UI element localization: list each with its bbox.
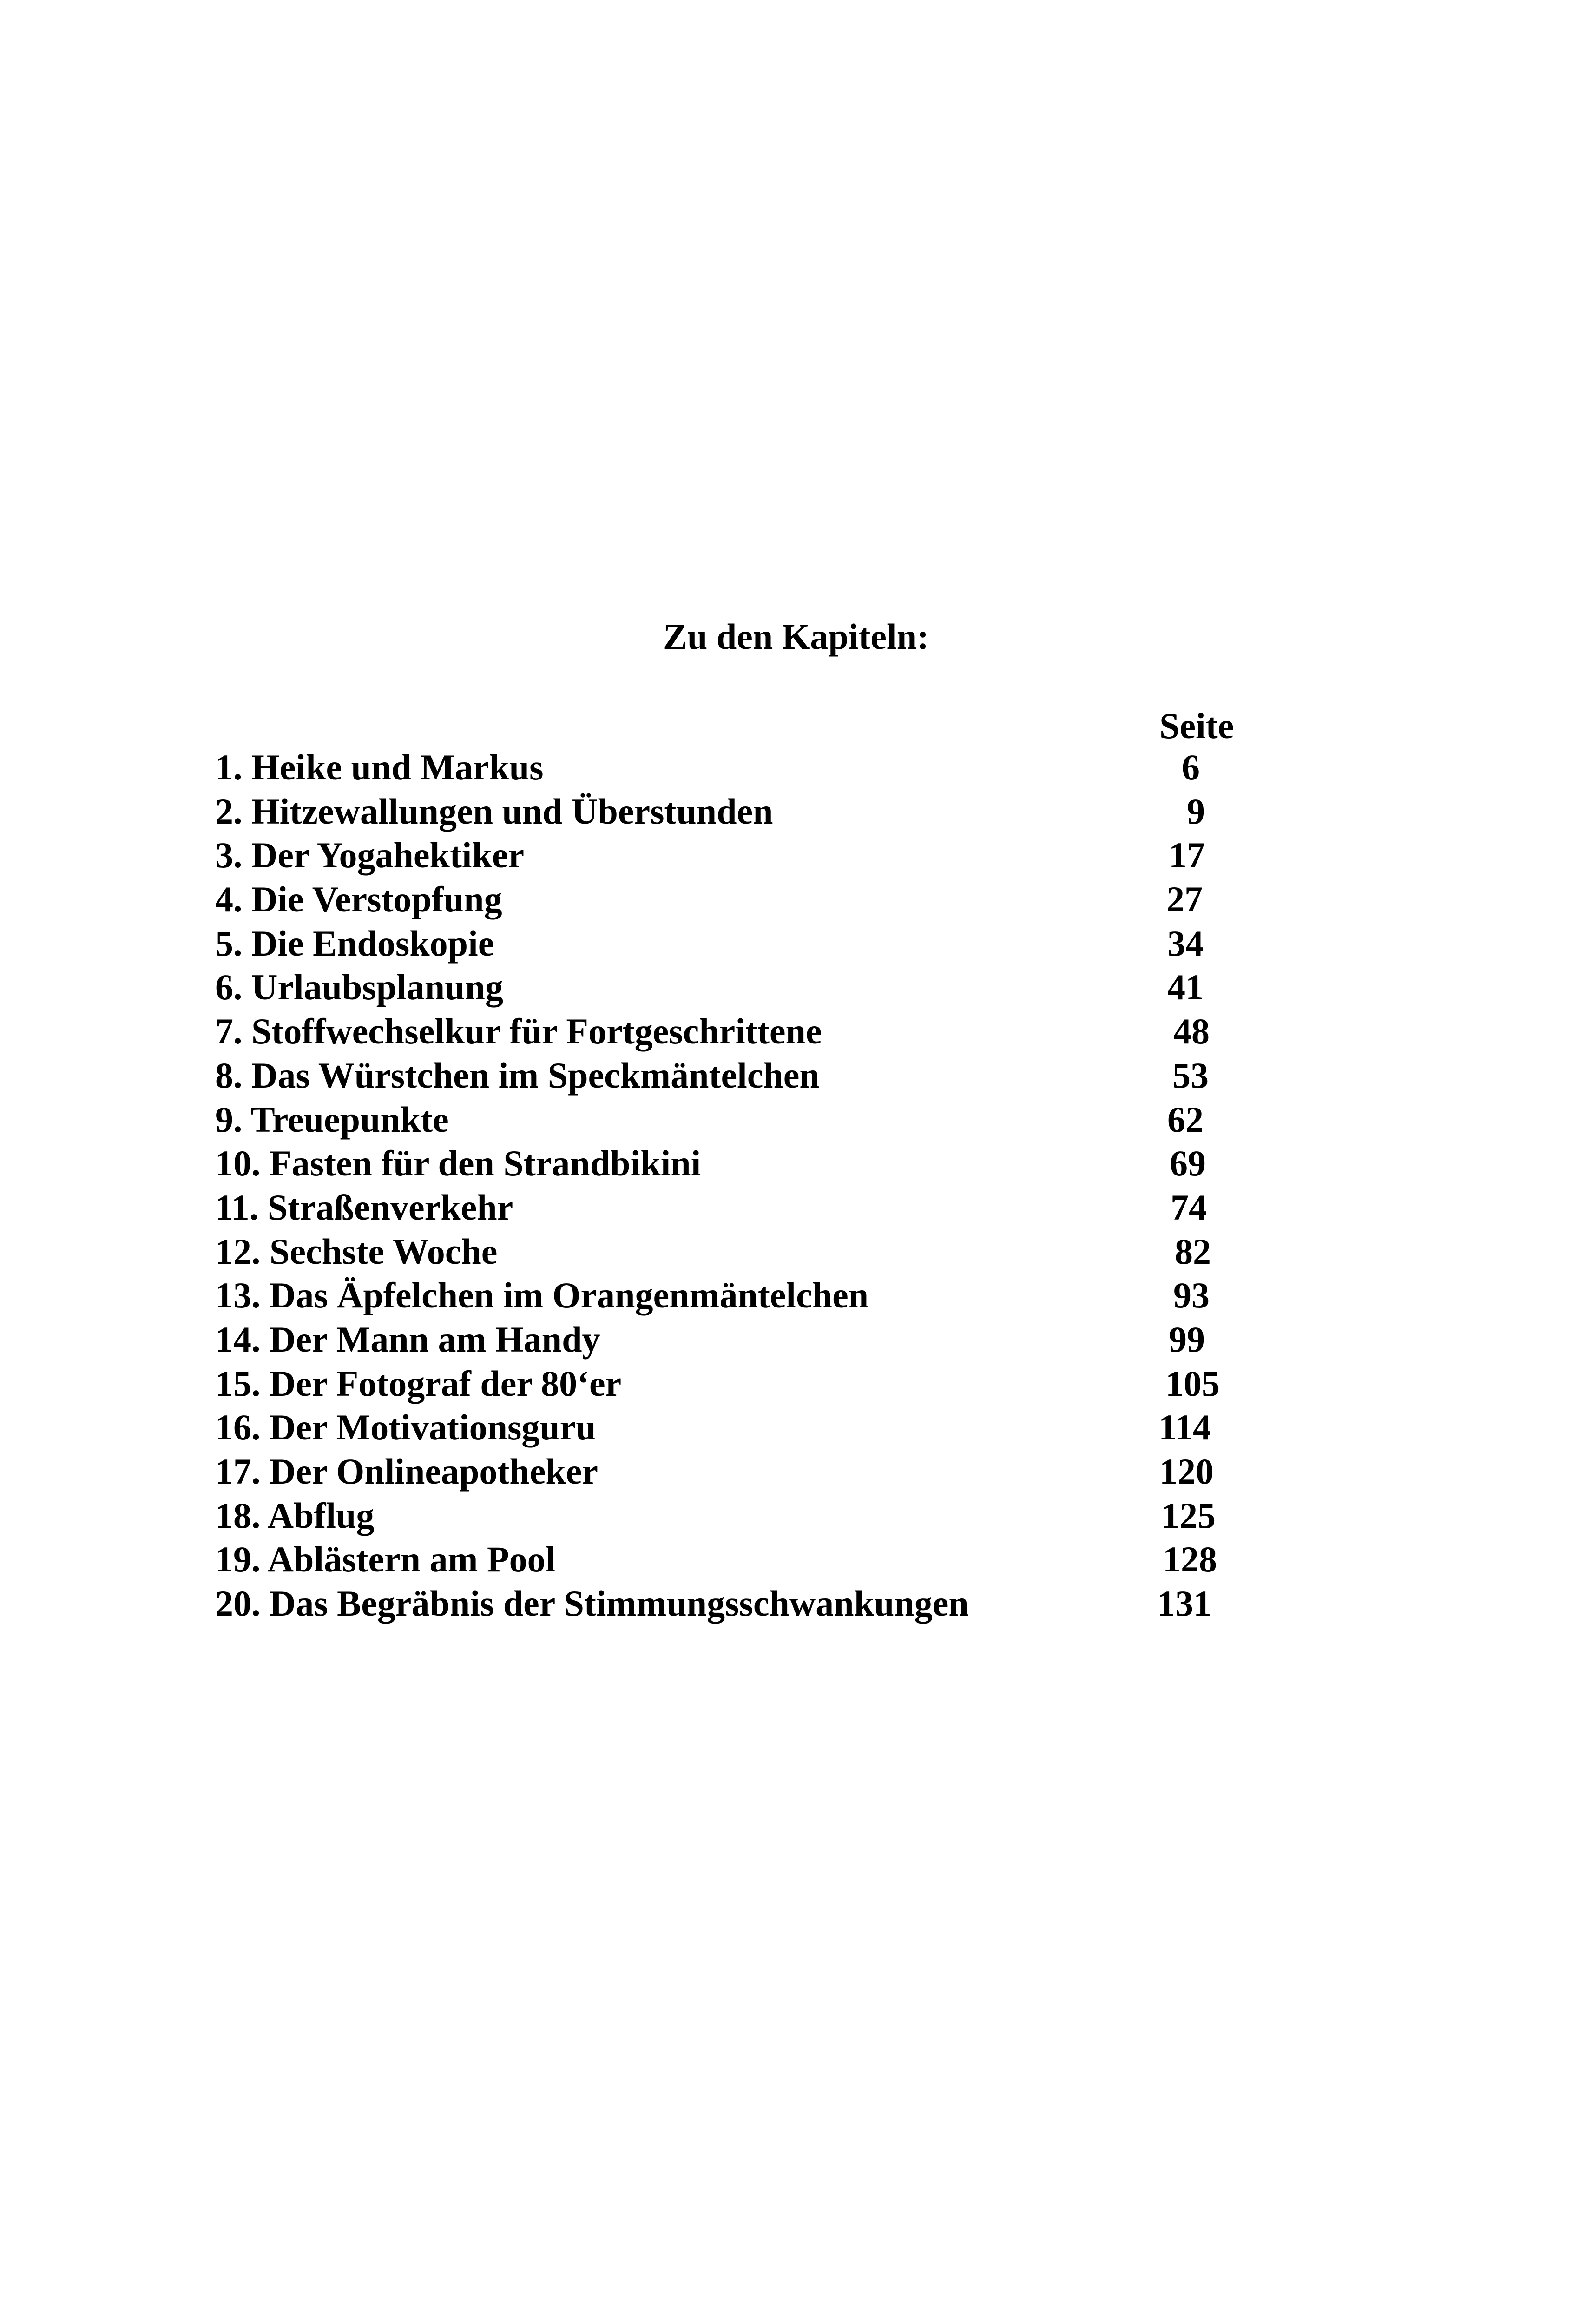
toc-entry-page: 17 [1169, 835, 1205, 876]
toc-entry [215, 1450, 1284, 1494]
toc-entry-page: 99 [1169, 1319, 1205, 1360]
toc-entry-page: 41 [1167, 967, 1204, 1008]
toc-entry-page: 34 [1167, 923, 1204, 964]
toc-entry [215, 1318, 1284, 1362]
toc-entry-title: 7. Stoffwechselkur für Fortgeschrittene [215, 1011, 822, 1052]
toc-entry-page: 69 [1170, 1143, 1206, 1184]
toc-entry [215, 1362, 1284, 1406]
toc-entry-page: 74 [1171, 1187, 1207, 1228]
toc-entry [215, 790, 1284, 834]
toc-entry-title: 12. Sechste Woche [215, 1231, 498, 1272]
toc-entry [215, 1054, 1284, 1098]
toc-entry-title: 2. Hitzewallungen und Überstunden [215, 791, 773, 832]
toc-entry [215, 1538, 1284, 1582]
toc-entry-page: 53 [1172, 1055, 1209, 1096]
toc-entry-title: 11. Straßenverkehr [215, 1187, 513, 1228]
toc-entry-page: 114 [1158, 1407, 1211, 1448]
toc-entry [215, 1406, 1284, 1450]
toc-entry-title: 13. Das Äpfelchen im Orangenmäntelchen [215, 1275, 869, 1316]
toc-entry-page: 128 [1163, 1539, 1217, 1580]
toc-entry-page: 131 [1157, 1583, 1211, 1624]
toc-entry-title: 1. Heike und Markus [215, 747, 544, 787]
toc-entry-page: 6 [1182, 747, 1200, 787]
toc-entry-title: 20. Das Begräbnis der Stimmungsschwankungen [215, 1583, 969, 1624]
toc-entry-title: 16. Der Motivationsguru [215, 1407, 596, 1448]
toc-entry-page: 93 [1173, 1275, 1210, 1316]
toc-entry-page: 105 [1165, 1363, 1220, 1404]
toc-entry [215, 1274, 1284, 1318]
toc-entry [215, 922, 1284, 966]
toc-list [215, 746, 1284, 1626]
toc-entry [215, 1098, 1284, 1142]
page-column-label: Seite [1159, 706, 1234, 746]
toc-entry-title: 3. Der Yogahektiker [215, 835, 525, 876]
toc-entry [215, 833, 1284, 878]
toc-entry-title: 6. Urlaubsplanung [215, 967, 503, 1008]
toc-entry-title: 17. Der Onlineapotheker [215, 1451, 599, 1492]
toc-entry-page: 48 [1173, 1011, 1210, 1052]
toc-heading: Zu den Kapiteln: [663, 616, 929, 657]
toc-entry-page: 82 [1175, 1231, 1211, 1272]
toc-entry-title: 4. Die Verstopfung [215, 879, 502, 920]
toc-entry-title: 14. Der Mann am Handy [215, 1319, 600, 1360]
toc-entry [215, 1230, 1284, 1274]
toc-entry-title: 9. Treuepunkte [215, 1099, 449, 1140]
toc-entry-page: 125 [1161, 1495, 1216, 1536]
toc-entry [215, 1010, 1284, 1054]
toc-entry [215, 1186, 1284, 1230]
toc-entry [215, 1582, 1284, 1626]
toc-entry [215, 746, 1284, 790]
toc-entry-title: 5. Die Endoskopie [215, 923, 494, 964]
toc-entry-title: 8. Das Würstchen im Speckmäntelchen [215, 1055, 820, 1096]
toc-entry [215, 1142, 1284, 1186]
toc-entry-title: 10. Fasten für den Strandbikini [215, 1143, 701, 1184]
toc-entry-page: 27 [1166, 879, 1203, 920]
toc-entry-page: 9 [1187, 791, 1205, 832]
toc-entry-title: 15. Der Fotograf der 80‘er [215, 1363, 622, 1404]
toc-entry [215, 1494, 1284, 1538]
toc-entry-page: 62 [1167, 1099, 1204, 1140]
toc-entry-page: 120 [1159, 1451, 1214, 1492]
toc-entry [215, 965, 1284, 1010]
toc-entry-title: 18. Abflug [215, 1495, 375, 1536]
toc-entry-title: 19. Ablästern am Pool [215, 1539, 556, 1580]
toc-entry [215, 878, 1284, 922]
